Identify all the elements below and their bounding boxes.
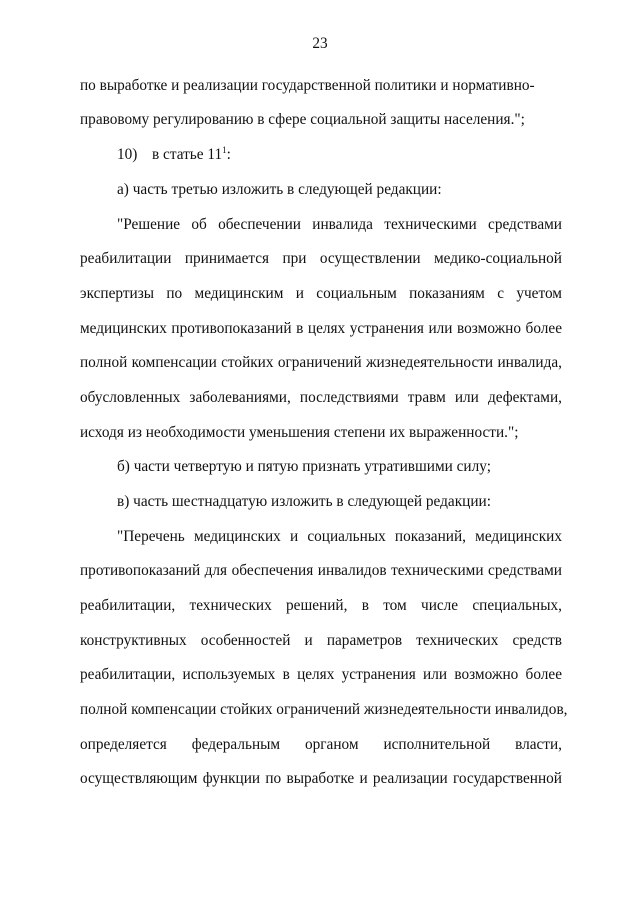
list-item-number: 10) xyxy=(117,146,138,163)
article-reference: в статье 11 xyxy=(152,146,223,163)
text-line: полной компенсации стойких ограничений жизнедеятельности инвалида, xyxy=(80,354,562,371)
text-line: определяется федеральным органом исполнительной власти, xyxy=(80,736,562,753)
text-line: медицинских противопоказаний в целях устранения или возможно более xyxy=(80,320,562,337)
text-line: реабилитации принимается при осуществлении медико-социальной xyxy=(80,250,562,267)
page-number: 23 xyxy=(312,35,328,52)
text-line: осуществляющим функции по выработке и реализации государственной xyxy=(80,770,562,787)
text-line: правовому регулированию в сфере социальной защиты населения."; xyxy=(80,111,525,128)
text-line: реабилитации, технических решений, в том числе специальных, xyxy=(80,597,562,614)
text-line: исходя из необходимости уменьшения степени их выраженности."; xyxy=(80,424,519,441)
text-line: а) часть третью изложить в следующей редакции: xyxy=(117,181,442,198)
text-line: экспертизы по медицинским и социальным показаниям с учетом xyxy=(80,285,562,302)
text-line: "Решение об обеспечении инвалида техническими средствами xyxy=(117,216,562,233)
text-line: б) части четвертую и пятую признать утратившими силу; xyxy=(117,458,491,475)
text-line: полной компенсации стойких ограничений жизнедеятельности инвалидов, xyxy=(80,701,568,718)
text-line: обусловленных заболеваниями, последствиями травм или дефектами, xyxy=(80,389,562,406)
list-item-text xyxy=(152,146,231,164)
text-line: "Перечень медицинских и социальных показаний, медицинских xyxy=(117,528,562,545)
text-line: конструктивных особенностей и параметров технических средств xyxy=(80,632,562,649)
text-line: в) часть шестнадцатую изложить в следующей редакции: xyxy=(117,493,491,510)
colon: : xyxy=(226,146,231,163)
text-line: по выработке и реализации государственной политики и нормативно- xyxy=(80,77,535,94)
text-line: противопоказаний для обеспечения инвалидов техническими средствами xyxy=(80,562,562,579)
text-line: реабилитации, используемых в целях устранения или возможно более xyxy=(80,666,562,683)
article-superscript: 1 xyxy=(222,145,227,155)
